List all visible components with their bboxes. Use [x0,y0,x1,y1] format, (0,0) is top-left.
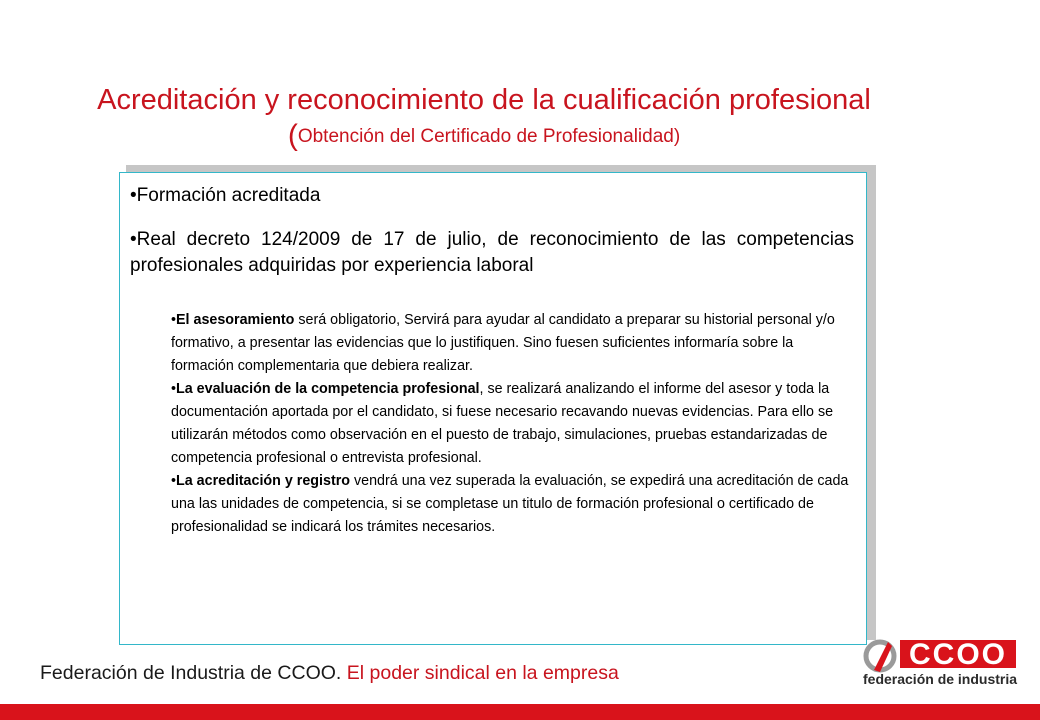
sub-item-asesoramiento [171,309,854,378]
sub-item-heading: El asesoramiento [176,312,295,328]
sub-item-bullet: • [171,312,177,328]
sub-item-heading: La evaluación de la competencia profesional [176,381,480,397]
subtitle-paren: ( [287,119,298,152]
footer-org: Federación de Industria de CCOO. [40,662,342,684]
slide-subtitle [0,118,968,155]
subtitle-text: Obtención del Certificado de Profesionalidad) [297,126,681,147]
logo-text: CCOO [909,638,1007,671]
slide-title: Acreditación y reconocimiento de la cualificación profesional [97,84,871,116]
sub-item-text: será obligatorio, Servirá para ayudar al candidato a preparar su historial personal y/o formativo, a presentar las evidencias que lo justifiquen. Sino fuesen suficientes informaría sobre la formación complementaria que debiera realizar. [171,312,835,374]
footer-slogan: El poder sindical en la empresa [341,662,619,684]
bottom-bar [0,704,1040,720]
sub-item-text: vendrá una vez superada la evaluación, se expedirá una acreditación de cada una las unidades de competencia, si se completase un titulo de formación profesional o certificado de profesionalidad se indicará los trámites necesarios. [171,473,849,535]
content-box [119,172,867,645]
main-item-real-decreto: •Real decreto 124/2009 de 17 de julio, de reconocimiento de las competencias profesionales adquiridas por experiencia laboral [130,229,854,276]
main-item-formacion: •Formación acreditada [130,185,321,206]
logo-subtext: federación de industria [863,671,1018,687]
sub-item-heading: La acreditación y registro [176,473,351,489]
sub-item-bullet: • [171,473,177,489]
sub-list [171,309,854,539]
sub-item-bullet: • [171,381,177,397]
footer-text [40,662,619,685]
sub-item-text: , se realizará analizando el informe del asesor y toda la documentación aportada por el candidato, si fuese necesario recavando nuevas evidencias. Para ello se utilizarán métodos como observación en el puesto de trabajo, simulaciones, pruebas estandarizadas de competencia profesional o entrevista profesional. [171,381,834,466]
sub-item-acreditacion [171,470,854,539]
sub-item-evaluacion [171,378,854,470]
